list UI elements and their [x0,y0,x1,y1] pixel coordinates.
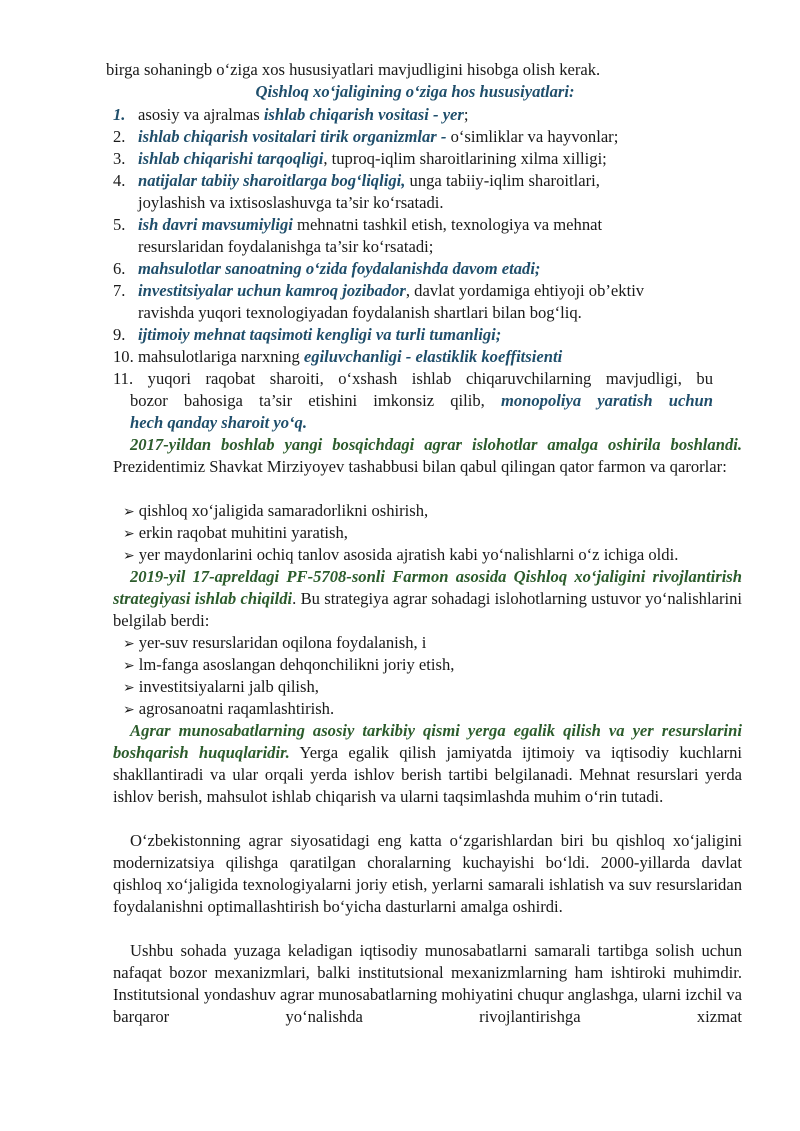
bullet-item: ➢ investitsiyalarni jalb qilish, [123,677,319,696]
feature-number: 7. [113,281,126,300]
arrow-bullet-icon: ➢ [123,680,135,696]
bullet-item: ➢ yer-suv resurslaridan oqilona foydalanish, i [123,633,427,652]
feature-number: 1. [113,105,126,124]
feature-item-11: 11. yuqori raqobat sharoiti, o‘xshash ishlab chiqaruvchilarning mavjudligi, bu [113,369,713,388]
feature-item-11-line3: hech qanday sharoit yo‘q. [130,413,308,432]
bullet-item: ➢ agrosanoatni raqamlashtirish. [123,699,335,718]
section-title: Qishloq xo‘jaligining o‘ziga hos hususiyatlari: [255,82,575,101]
feature-number: 5. [113,215,126,234]
feature-item-1: 1. asosiy va ajralmas ishlab chiqarish vositasi - yer; [113,105,469,124]
arrow-bullet-icon: ➢ [123,548,135,564]
feature-number: 3. [113,149,126,168]
arrow-bullet-icon: ➢ [123,658,135,674]
feature-item-9: 9. ijtimoiy mehnat taqsimoti kengligi va turli tumanligi; [113,325,502,344]
arrow-bullet-icon: ➢ [123,504,135,520]
feature-item-11-line2: bozor bahosiga ta’sir etishini imkonsiz qilib, monopoliya yaratish uchun [130,391,714,410]
feature-item-6: 6. mahsulotlar sanoatning o‘zida foydalanishda davom etadi; [113,259,541,278]
bullet-item: ➢ yer maydonlarini ochiq tanlov asosida ajratish kabi yo‘nalishlarni o‘z ichiga oldi. [123,545,679,564]
bullet-item: ➢ lm-fanga asoslangan dehqonchilikni joriy etish, [123,655,455,674]
feature-item-5: 5. ish davri mavsumiyligi mehnatni tashkil etish, texnologiya va mehnat [113,215,603,234]
feature-item-4: 4. natijalar tabiiy sharoitlarga bog‘liqligi, unga tabiiy-iqlim sharoitlari, [113,171,600,190]
intro-line: birga sohaningb o‘ziga xos hususiyatlari mavjudligini hisobga olish kerak. [106,60,601,79]
feature-number: 9. [113,325,126,344]
paragraph-2019: 2019-yil 17-apreldagi PF-5708-sonli Farmon asosida Qishloq xo‘jaligini rivojlantirish strategiyasi ishlab chiqildi. Bu strategiya agrar sohadagi islohotlarning ustuvor yo‘nalishlarini belgilab berdi: [113,567,742,630]
feature-item-7: 7. investitsiyalar uchun kamroq jozibador, davlat yordamiga ehtiyoji ob’ektiv [113,281,645,300]
feature-item-3: 3. ishlab chiqarishi tarqoqligi, tuproq-iqlim sharoitlarining xilma xilligi; [113,149,607,168]
bullet-item: ➢ qishloq xo‘jaligida samaradorlikni oshirish, [123,501,429,520]
feature-number: 2. [113,127,126,146]
feature-item-5-cont: resurslaridan foydalanishga ta’sir ko‘rsatadi; [138,237,434,256]
feature-item-10: 10. mahsulotlariga narxning egiluvchanligi - elastiklik koeffitsienti [113,347,563,366]
arrow-bullet-icon: ➢ [123,526,135,542]
paragraph-institutional: Ushbu sohada yuzaga keladigan iqtisodiy munosabatlarni samarali tartibga solish uchun nafaqat bozor mexanizmlari, balki institutsional mexanizmlarning ham ishtiroki muhimdir. Institutsional yondashuv agrar munosabatlarning mohiyatini chuqur anglashga, ularni izchil va barqaror yo‘nalishda rivojlantirishga xizmat [113,941,742,1026]
arrow-bullet-icon: ➢ [123,702,135,718]
feature-item-2: 2. ishlab chiqarish vositalari tirik organizmlar - o‘simliklar va hayvonlar; [113,127,619,146]
feature-number: 6. [113,259,126,278]
feature-item-7-cont: ravishda yuqori texnologiyadan foydalanish shartlari bilan bog‘liq. [138,303,582,322]
feature-number: 10. [113,347,134,366]
bullet-item: ➢ erkin raqobat muhitini yaratish, [123,523,348,542]
feature-item-4-cont: joylashish va ixtisoslashuvga ta’sir ko‘rsatadi. [138,193,444,212]
paragraph-agrar: Agrar munosabatlarning asosiy tarkibiy qismi yerga egalik qilish va yer resurslarini boshqarish huquqlaridir. Yerga egalik qilish jamiyatda ijtimoiy va iqtisodiy kuchlarni shakllantiradi va ular orqali yerda ishlov berish tartibi belgilanadi. Mehnat resurslari yerda ishlov berish, mahsulot ishlab chiqarish va ularni taqsimlashda muhim o‘rin tutadi. [113,721,742,806]
paragraph-2017: 2017-yildan boshlab yangi bosqichdagi agrar islohotlar amalga oshirila boshlandi. Prezidentimiz Shavkat Mirziyoyev tashabbusi bilan qabul qilingan qator farmon va qarorlar: [113,435,742,476]
arrow-bullet-icon: ➢ [123,636,135,652]
feature-number: 4. [113,171,126,190]
paragraph-uzbekistan: O‘zbekistonning agrar siyosatidagi eng katta o‘zgarishlardan biri bu qishloq xo‘jaligini modernizatsiya qilishga qaratilgan choralarning kuchayishi bo‘ldi. 2000-yillarda davlat qishloq xo‘jaligida texnologiyalarni joriy etish, yerlarni samarali ishlatish va suv resurslaridan foydalanishni optimallashtirish bo‘yicha dasturlarni amalga oshirdi. [113,831,742,916]
